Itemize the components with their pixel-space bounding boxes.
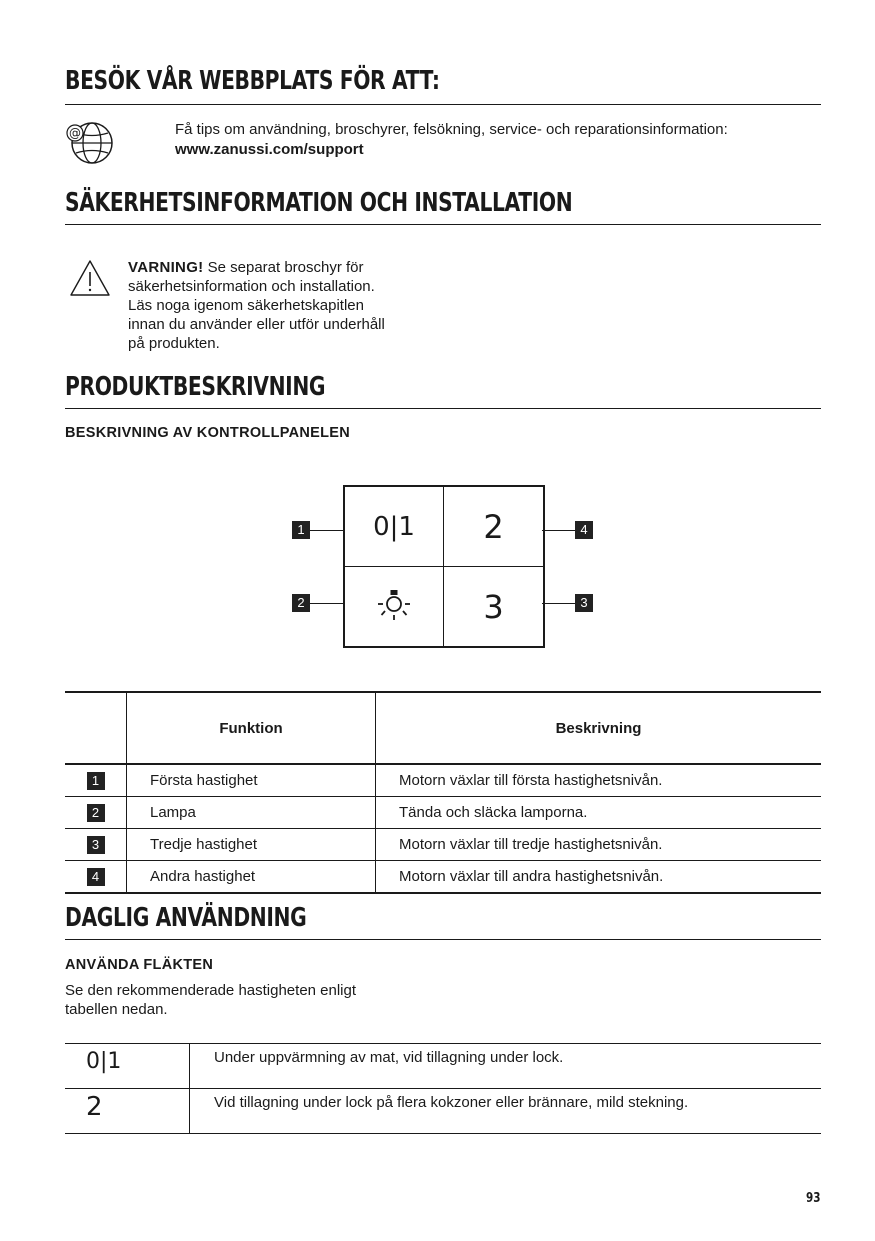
speed-3-button[interactable]: 3	[483, 587, 504, 626]
table-header	[65, 692, 127, 764]
speed-cell: 2	[65, 1089, 190, 1134]
globe-at-icon	[64, 120, 116, 166]
speed-description: Vid tillagning under lock på flera kokzoner eller brännare, mild stekning.	[214, 1094, 689, 1111]
description-cell: Tända och släcka lamporna.	[399, 804, 588, 821]
warning-line: Läs noga igenom säkerhetskapitlen	[128, 297, 364, 314]
warning-triangle-icon	[68, 258, 112, 298]
row-number-badge: 2	[87, 804, 105, 822]
speed-table	[65, 1043, 821, 1134]
speed-cell: 0|1	[65, 1044, 190, 1089]
fan-text-line: tabellen nedan.	[65, 1001, 168, 1018]
control-panel-subheading: BESKRIVNING AV KONTROLLPANELEN	[65, 425, 351, 441]
warning-text	[128, 258, 428, 353]
table-header: Funktion	[127, 692, 376, 764]
divider	[65, 224, 821, 225]
visit-text: Få tips om användning, broschyrer, felsökning, service- och reparationsinformation:	[175, 121, 728, 138]
warning-label: VARNING!	[128, 259, 204, 276]
fan-text-line: Se den rekommenderade hastigheten enligt	[65, 982, 357, 999]
description-cell: Motorn växlar till tredje hastighetsnivån.	[399, 836, 663, 853]
control-panel	[343, 485, 545, 648]
fan-subheading: ANVÄNDA FLÄKTEN	[65, 957, 214, 973]
function-cell: Lampa	[127, 797, 376, 829]
warning-line: innan du använder eller utför underhåll	[128, 316, 385, 333]
callout-line	[542, 530, 575, 531]
lamp-button[interactable]	[345, 567, 443, 646]
row-number-badge: 1	[87, 772, 105, 790]
row-number-badge: 4	[87, 868, 105, 886]
callout-4: 4	[575, 521, 593, 539]
page-number: 93	[806, 1191, 821, 1206]
divider	[65, 104, 821, 105]
callout-1: 1	[292, 521, 310, 539]
table-row	[65, 829, 821, 861]
product-heading: PRODUKTBESKRIVNING	[65, 372, 326, 402]
callout-line	[542, 603, 575, 604]
daily-heading: DAGLIG ANVÄNDNING	[65, 903, 307, 933]
function-cell: Tredje hastighet	[127, 829, 376, 861]
description-cell: Motorn växlar till första hastighetsnivån.	[399, 772, 663, 789]
table-row	[65, 861, 821, 894]
divider	[65, 408, 821, 409]
lamp-icon	[374, 587, 414, 627]
on-off-button[interactable]: 0|1	[373, 511, 415, 542]
warning-line: Se separat broschyr för	[203, 259, 364, 276]
table-row	[65, 1089, 821, 1134]
svg-text:@: @	[69, 126, 81, 140]
table-header: Beskrivning	[555, 719, 642, 737]
support-link[interactable]: www.zanussi.com/support	[175, 141, 364, 158]
callout-2: 2	[292, 594, 310, 612]
callout-line	[310, 603, 344, 604]
table-header-row	[65, 692, 821, 764]
safety-heading: SÄKERHETSINFORMATION OCH INSTALLATION	[65, 188, 573, 218]
callout-3: 3	[575, 594, 593, 612]
speed-2-button[interactable]: 2	[483, 507, 504, 546]
visit-heading: BESÖK VÅR WEBBPLATS FÖR ATT:	[65, 66, 440, 96]
function-cell: Första hastighet	[127, 764, 376, 797]
divider	[65, 939, 821, 940]
table-row	[65, 797, 821, 829]
description-cell: Motorn växlar till andra hastighetsnivån.	[399, 868, 664, 885]
row-number-badge: 3	[87, 836, 105, 854]
function-cell: Andra hastighet	[127, 861, 376, 894]
table-row	[65, 1044, 821, 1089]
callout-line	[310, 530, 344, 531]
warning-line: på produkten.	[128, 335, 220, 352]
speed-description: Under uppvärmning av mat, vid tillagning under lock.	[214, 1049, 564, 1066]
fan-text	[65, 981, 356, 1019]
table-row	[65, 764, 821, 797]
function-table	[65, 691, 821, 894]
warning-line: säkerhetsinformation och installation.	[128, 278, 375, 295]
